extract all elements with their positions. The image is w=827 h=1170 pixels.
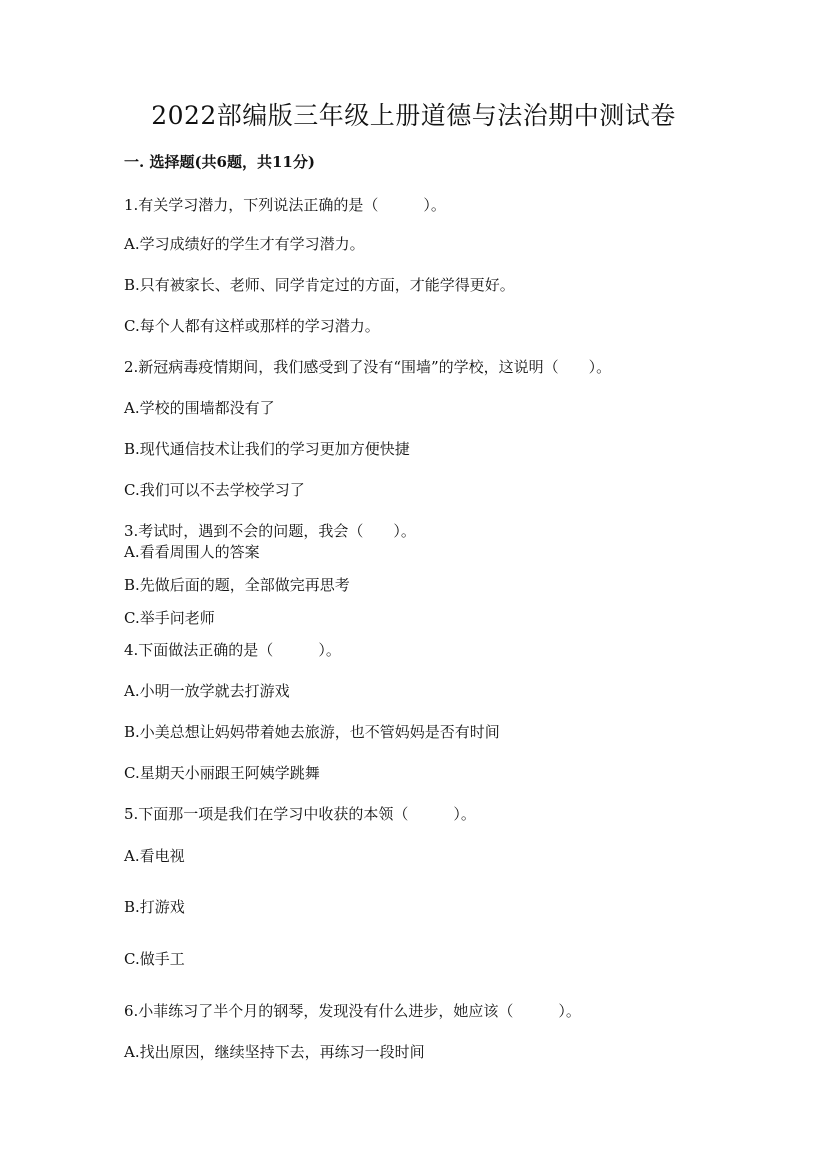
question-1-option-c: C.每个人都有这样或那样的学习潜力。	[124, 317, 380, 335]
question-5-stem: 5.下面那一项是我们在学习中收获的本领（ ）。	[124, 805, 476, 823]
question-3-stem: 3.考试时，遇到不会的问题，我会（ ）。	[124, 522, 416, 540]
question-3-option-c: C.举手问老师	[124, 609, 215, 627]
question-5-option-a: A.看电视	[124, 847, 185, 865]
question-4-stem: 4.下面做法正确的是（ ）。	[124, 641, 341, 659]
question-1-option-a: A.学习成绩好的学生才有学习潜力。	[124, 235, 365, 253]
question-1-stem: 1.有关学习潜力，下列说法正确的是（ ）。	[124, 196, 446, 214]
question-3-option-b: B.先做后面的题，全部做完再思考	[124, 576, 350, 594]
question-6-stem: 6.小菲练习了半个月的钢琴，发现没有什么进步，她应该（ ）。	[124, 1002, 581, 1020]
page-title: 2022部编版三年级上册道德与法治期中测试卷	[151, 101, 676, 130]
question-4-option-a: A.小明一放学就去打游戏	[124, 682, 290, 700]
question-5-option-c: C.做手工	[124, 950, 185, 968]
question-4-option-b: B.小美总想让妈妈带着她去旅游，也不管妈妈是否有时间	[124, 723, 500, 741]
question-2-option-c: C.我们可以不去学校学习了	[124, 481, 305, 499]
question-6-option-a: A.找出原因，继续坚持下去，再练习一段时间	[124, 1043, 425, 1061]
question-1-option-b: B.只有被家长、老师、同学肯定过的方面，才能学得更好。	[124, 276, 515, 294]
question-3-option-a: A.看看周围人的答案	[124, 543, 260, 561]
question-4-option-c: C.星期天小丽跟王阿姨学跳舞	[124, 764, 320, 782]
section-heading: 一. 选择题(共6题，共11分)	[124, 153, 315, 171]
question-2-option-a: A.学校的围墙都没有了	[124, 399, 275, 417]
question-2-stem: 2.新冠病毒疫情期间，我们感受到了没有“围墙”的学校，这说明（ ）。	[124, 358, 612, 376]
question-5-option-b: B.打游戏	[124, 898, 185, 916]
question-2-option-b: B.现代通信技术让我们的学习更加方便快捷	[124, 440, 410, 458]
